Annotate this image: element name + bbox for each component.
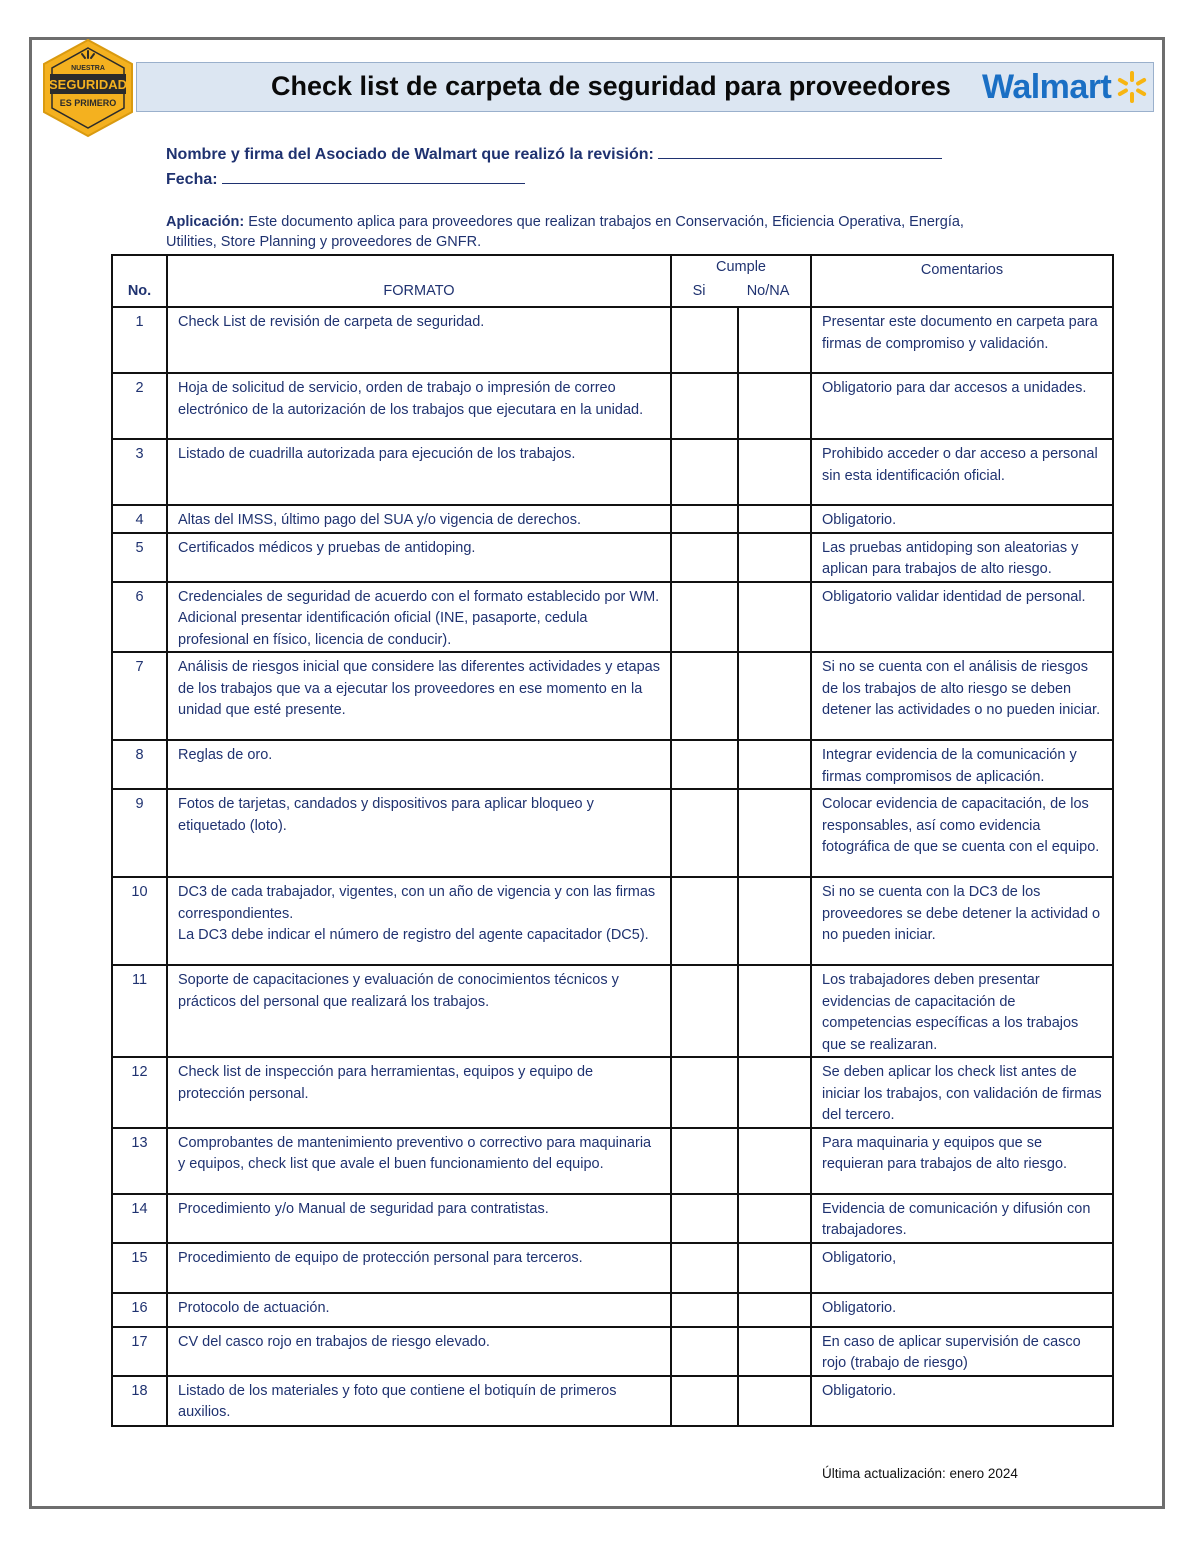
application-text: Este documento aplica para proveedores que realizan trabajos en Conservación, Eficiencia Operativa, Energía, Utilities, Store Planning y proveedores de GNFR. [166, 214, 964, 250]
row-check-si[interactable] [671, 439, 738, 505]
row-number: 7 [112, 652, 167, 740]
row-comentario: Prohibido acceder o dar acceso a personal sin esta identificación oficial. [811, 439, 1113, 505]
row-check-si[interactable] [671, 652, 738, 740]
row-formato: Credenciales de seguridad de acuerdo con el formato establecido por WM. Adicional presentar identificación oficial (INE, pasaporte, cedula profesional en físico, licencia de conducir). [167, 582, 671, 653]
row-check-si[interactable] [671, 877, 738, 965]
table-row [112, 877, 1113, 965]
table-row [112, 373, 1113, 439]
row-check-si[interactable] [671, 1327, 738, 1376]
table-row [112, 1194, 1113, 1243]
row-check-si[interactable] [671, 373, 738, 439]
row-comentario: Presentar este documento en carpeta para firmas de compromiso y validación. [811, 307, 1113, 373]
date-label: Fecha: [166, 171, 218, 188]
row-number: 9 [112, 789, 167, 877]
header-si: Si [692, 283, 706, 299]
walmart-wordmark: Walmart [982, 67, 1112, 106]
row-comentario: Obligatorio validar identidad de personal. [811, 582, 1113, 653]
row-check-si[interactable] [671, 505, 738, 533]
row-comentario: Si no se cuenta con la DC3 de los proveedores se debe detener la actividad o no pueden iniciar. [811, 877, 1113, 965]
table-row [112, 1293, 1113, 1327]
row-check-no-na[interactable] [738, 1194, 811, 1243]
row-check-no-na[interactable] [738, 533, 811, 582]
row-check-si[interactable] [671, 1376, 738, 1426]
row-check-no-na[interactable] [738, 307, 811, 373]
safety-badge-logo [40, 38, 136, 138]
header-no: No. [112, 255, 167, 307]
row-formato: Check list de inspección para herramientas, equipos y equipo de protección personal. [167, 1057, 671, 1128]
row-check-si[interactable] [671, 740, 738, 789]
application-note [166, 212, 1006, 252]
row-check-si[interactable] [671, 1243, 738, 1293]
row-check-no-na[interactable] [738, 1243, 811, 1293]
application-label: Aplicación: [166, 214, 245, 230]
row-check-no-na[interactable] [738, 1327, 811, 1376]
row-check-no-na[interactable] [738, 439, 811, 505]
row-number: 6 [112, 582, 167, 653]
row-check-no-na[interactable] [738, 740, 811, 789]
row-number: 18 [112, 1376, 167, 1426]
row-check-si[interactable] [671, 965, 738, 1057]
svg-text:ES PRIMERO: ES PRIMERO [59, 98, 117, 108]
row-comentario: Obligatorio. [811, 505, 1113, 533]
header-cumple [671, 255, 811, 307]
row-check-no-na[interactable] [738, 1293, 811, 1327]
table-row [112, 740, 1113, 789]
row-formato: DC3 de cada trabajador, vigentes, con un año de vigencia y con las firmas correspondientes. La DC3 debe indicar el número de registro del agente capacitador (DC5). [167, 877, 671, 965]
row-check-si[interactable] [671, 1293, 738, 1327]
row-check-no-na[interactable] [738, 1128, 811, 1194]
table-row [112, 789, 1113, 877]
row-formato: Protocolo de actuación. [167, 1293, 671, 1327]
row-check-si[interactable] [671, 582, 738, 653]
row-comentario: Obligatorio. [811, 1376, 1113, 1426]
row-check-si[interactable] [671, 789, 738, 877]
row-formato: Certificados médicos y pruebas de antidoping. [167, 533, 671, 582]
walmart-spark-icon [1114, 69, 1150, 105]
row-check-no-na[interactable] [738, 789, 811, 877]
row-comentario: Colocar evidencia de capacitación, de los responsables, así como evidencia fotográfica de que se cuenta con el equipo. [811, 789, 1113, 877]
row-number: 3 [112, 439, 167, 505]
walmart-logo [982, 67, 1150, 107]
table-row [112, 652, 1113, 740]
row-formato: Análisis de riesgos inicial que considere las diferentes actividades y etapas de los trabajos que va a ejecutar los proveedores en ese momento en la unidad que esté presente. [167, 652, 671, 740]
header-bar [136, 62, 1154, 112]
table-row [112, 439, 1113, 505]
document-title: Check list de carpeta de seguridad para proveedores [271, 71, 951, 101]
row-formato: CV del casco rojo en trabajos de riesgo elevado. [167, 1327, 671, 1376]
row-formato: Check List de revisión de carpeta de seguridad. [167, 307, 671, 373]
table-row [112, 1057, 1113, 1128]
row-number: 16 [112, 1293, 167, 1327]
row-comentario: Obligatorio. [811, 1293, 1113, 1327]
row-check-no-na[interactable] [738, 877, 811, 965]
row-comentario: Se deben aplicar los check list antes de iniciar los trabajos, con validación de firmas del tercero. [811, 1057, 1113, 1128]
row-number: 1 [112, 307, 167, 373]
table-row [112, 1243, 1113, 1293]
row-number: 10 [112, 877, 167, 965]
table-row [112, 1128, 1113, 1194]
table-row [112, 965, 1113, 1057]
row-comentario: Obligatorio para dar accesos a unidades. [811, 373, 1113, 439]
row-check-no-na[interactable] [738, 965, 811, 1057]
date-line [166, 167, 525, 189]
header-formato: FORMATO [167, 255, 671, 307]
row-check-si[interactable] [671, 1128, 738, 1194]
row-formato: Altas del IMSS, último pago del SUA y/o vigencia de derechos. [167, 505, 671, 533]
row-comentario: Las pruebas antidoping son aleatorias y aplican para trabajos de alto riesgo. [811, 533, 1113, 582]
row-check-no-na[interactable] [738, 582, 811, 653]
row-check-no-na[interactable] [738, 505, 811, 533]
row-number: 17 [112, 1327, 167, 1376]
table-row [112, 1327, 1113, 1376]
row-comentario: Para maquinaria y equipos que se requieran para trabajos de alto riesgo. [811, 1128, 1113, 1194]
row-check-no-na[interactable] [738, 1376, 811, 1426]
row-comentario: En caso de aplicar supervisión de casco rojo (trabajo de riesgo) [811, 1327, 1113, 1376]
row-comentario: Evidencia de comunicación y difusión con trabajadores. [811, 1194, 1113, 1243]
row-number: 14 [112, 1194, 167, 1243]
table-row [112, 505, 1113, 533]
row-check-si[interactable] [671, 1057, 738, 1128]
svg-text:NUESTRA: NUESTRA [71, 65, 105, 72]
row-formato: Fotos de tarjetas, candados y dispositivos para aplicar bloqueo y etiquetado (loto). [167, 789, 671, 877]
row-check-si[interactable] [671, 307, 738, 373]
table-row [112, 1376, 1113, 1426]
row-comentario: Integrar evidencia de la comunicación y firmas compromisos de aplicación. [811, 740, 1113, 789]
checklist-table [111, 254, 1114, 1427]
row-number: 12 [112, 1057, 167, 1128]
table-row [112, 582, 1113, 653]
last-updated: Última actualización: enero 2024 [822, 1466, 1018, 1481]
row-formato: Hoja de solicitud de servicio, orden de trabajo o impresión de correo electrónico de la autorización de los trabajos que ejecutara en la unidad. [167, 373, 671, 439]
table-row [112, 307, 1113, 373]
table-row [112, 533, 1113, 582]
date-field[interactable] [222, 167, 525, 184]
row-comentario: Si no se cuenta con el análisis de riesgos de los trabajos de alto riesgo se deben detener las actividades o no pueden iniciar. [811, 652, 1113, 740]
row-check-no-na[interactable] [738, 652, 811, 740]
row-formato: Listado de cuadrilla autorizada para ejecución de los trabajos. [167, 439, 671, 505]
row-formato: Comprobantes de mantenimiento preventivo o correctivo para maquinaria y equipos, check list que avale el buen funcionamiento del equipo. [167, 1128, 671, 1194]
row-check-no-na[interactable] [738, 1057, 811, 1128]
reviewer-label: Nombre y firma del Asociado de Walmart que realizó la revisión: [166, 146, 654, 163]
row-formato: Soporte de capacitaciones y evaluación de conocimientos técnicos y prácticos del personal que realizará los trabajos. [167, 965, 671, 1057]
row-check-si[interactable] [671, 533, 738, 582]
row-number: 4 [112, 505, 167, 533]
row-check-no-na[interactable] [738, 373, 811, 439]
header-comentarios: Comentarios [811, 255, 1113, 307]
row-number: 5 [112, 533, 167, 582]
row-formato: Listado de los materiales y foto que contiene el botiquín de primeros auxilios. [167, 1376, 671, 1426]
reviewer-signature-line [166, 142, 942, 164]
row-comentario: Los trabajadores deben presentar evidencias de capacitación de competencias específicas a los trabajos que se realizaran. [811, 965, 1113, 1057]
reviewer-signature-field[interactable] [658, 142, 942, 159]
row-number: 2 [112, 373, 167, 439]
header-no-na: No/NA [746, 283, 790, 299]
row-number: 13 [112, 1128, 167, 1194]
row-check-si[interactable] [671, 1194, 738, 1243]
row-formato: Procedimiento y/o Manual de seguridad para contratistas. [167, 1194, 671, 1243]
svg-text:SEGURIDAD: SEGURIDAD [48, 77, 128, 92]
row-formato: Reglas de oro. [167, 740, 671, 789]
row-formato: Procedimiento de equipo de protección personal para terceros. [167, 1243, 671, 1293]
row-number: 8 [112, 740, 167, 789]
row-number: 15 [112, 1243, 167, 1293]
row-number: 11 [112, 965, 167, 1057]
row-comentario: Obligatorio, [811, 1243, 1113, 1293]
header-cumple-label: Cumple [716, 259, 766, 275]
